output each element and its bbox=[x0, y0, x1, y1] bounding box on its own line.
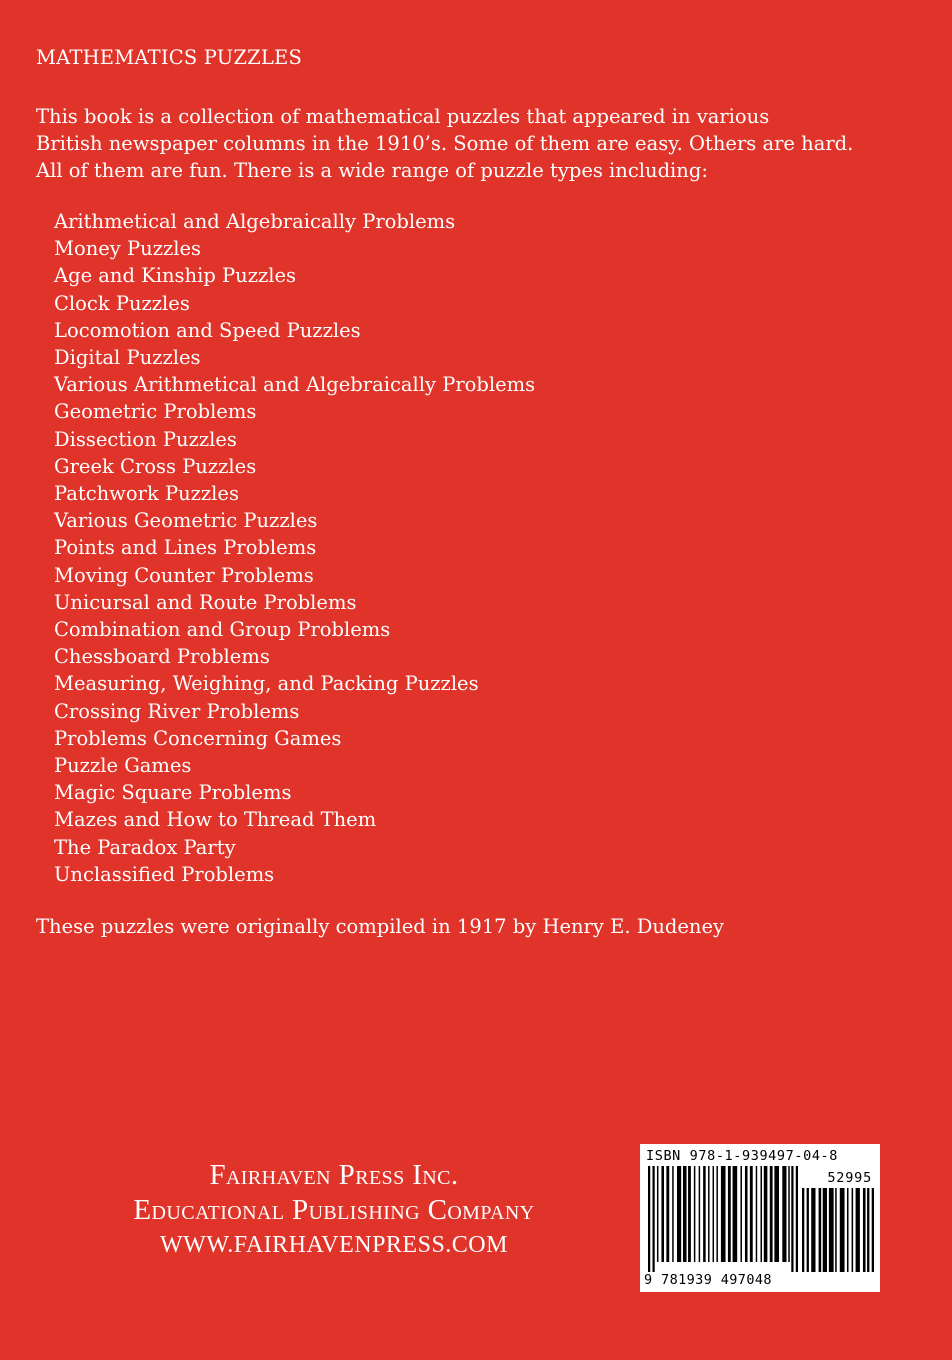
list-item: Magic Square Problems bbox=[54, 781, 292, 805]
list-item: Greek Cross Puzzles bbox=[54, 454, 257, 478]
list-item: Crossing River Problems bbox=[54, 699, 300, 723]
barcode-bar bbox=[688, 1166, 691, 1262]
intro-line: This book is a collection of mathematical puzzles that appeared in various bbox=[36, 105, 770, 128]
list-item: Age and Kinship Puzzles bbox=[54, 264, 297, 288]
list-item: Puzzle Games bbox=[54, 754, 192, 778]
barcode-bar bbox=[847, 1188, 849, 1272]
list-item: Various Arithmetical and Algebraically Problems bbox=[54, 373, 536, 397]
intro-line: British newspaper columns in the 1910’s. Some of them are easy. Others are hard. bbox=[36, 132, 854, 155]
barcode-bar bbox=[713, 1166, 714, 1262]
isbn-number: ISBN 978-1-939497-04-8 bbox=[646, 1148, 839, 1164]
list-item: Points and Lines Problems bbox=[54, 536, 317, 560]
list-item: Chessboard Problems bbox=[54, 645, 270, 669]
list-item: Money Puzzles bbox=[54, 237, 202, 261]
list-item: The Paradox Party bbox=[54, 835, 236, 859]
barcode-bar bbox=[811, 1188, 815, 1272]
list-item: Moving Counter Problems bbox=[54, 563, 314, 587]
barcode-bar bbox=[823, 1188, 827, 1272]
barcode-bar bbox=[782, 1166, 786, 1262]
barcode-bar bbox=[802, 1188, 804, 1272]
barcode-bar bbox=[840, 1188, 845, 1272]
barcode-bar bbox=[788, 1166, 789, 1262]
compiler-credit: These puzzles were originally compiled in 1917 by Henry E. Dudeney bbox=[36, 915, 725, 938]
list-item: Geometric Problems bbox=[54, 400, 257, 424]
barcode-bar bbox=[835, 1188, 837, 1272]
barcode-bar bbox=[761, 1166, 762, 1262]
back-cover-title: MATHEMATICS PUZZLES bbox=[36, 46, 303, 69]
barcode-bar bbox=[694, 1166, 695, 1262]
list-item: Combination and Group Problems bbox=[54, 618, 391, 642]
list-item: Problems Concerning Games bbox=[54, 726, 342, 750]
barcode-bar bbox=[672, 1166, 673, 1262]
list-item: Mazes and How to Thread Them bbox=[54, 808, 377, 832]
barcode-bar bbox=[657, 1166, 658, 1262]
barcode-bar bbox=[852, 1188, 854, 1272]
list-item: Locomotion and Speed Puzzles bbox=[54, 318, 361, 342]
barcode-bar bbox=[699, 1166, 700, 1262]
barcode-bar bbox=[745, 1166, 748, 1262]
ean-digits: 9 781939 497048 bbox=[644, 1272, 772, 1288]
barcode-bar bbox=[721, 1166, 726, 1262]
list-item: Dissection Puzzles bbox=[54, 427, 237, 451]
publisher-url: WWW.FAIRHAVENPRESS.COM bbox=[160, 1232, 508, 1258]
barcode-bar bbox=[867, 1188, 869, 1272]
list-item: Clock Puzzles bbox=[54, 291, 190, 315]
barcode-bar bbox=[756, 1166, 757, 1262]
barcode-bar bbox=[863, 1188, 866, 1272]
barcode-bar bbox=[648, 1166, 650, 1272]
barcode-bar bbox=[716, 1166, 717, 1262]
barcode-bar bbox=[652, 1166, 654, 1272]
barcode-bar bbox=[677, 1166, 681, 1262]
list-item: Measuring, Weighing, and Packing Puzzles bbox=[54, 672, 479, 696]
barcode-bar bbox=[819, 1188, 822, 1272]
list-item: Unicursal and Route Problems bbox=[54, 590, 357, 614]
barcode-bar bbox=[774, 1166, 779, 1262]
barcode-bar bbox=[856, 1188, 860, 1272]
list-item: Arithmetical and Algebraically Problems bbox=[54, 210, 456, 233]
list-item: Digital Puzzles bbox=[54, 346, 201, 370]
barcode-bar bbox=[770, 1166, 773, 1262]
barcode-bar bbox=[728, 1166, 731, 1262]
barcode-bar bbox=[750, 1166, 753, 1262]
barcode-bar bbox=[796, 1166, 798, 1272]
publisher-tagline: Educational Publishing Company bbox=[133, 1194, 535, 1226]
list-item: Various Geometric Puzzles bbox=[54, 509, 318, 533]
barcode-bar bbox=[666, 1166, 669, 1262]
barcode-bar bbox=[703, 1166, 706, 1262]
ean-barcode-bars bbox=[648, 1166, 798, 1272]
barcode-bar bbox=[764, 1166, 768, 1262]
barcode-bar bbox=[740, 1166, 741, 1262]
list-item: Unclassified Problems bbox=[54, 862, 275, 886]
barcode-bar bbox=[807, 1188, 809, 1272]
isbn-barcode bbox=[640, 1144, 880, 1292]
barcode-bar bbox=[661, 1166, 664, 1262]
barcode-bar bbox=[829, 1188, 834, 1272]
list-item: Patchwork Puzzles bbox=[54, 482, 239, 506]
barcode-bar bbox=[683, 1166, 687, 1262]
puzzle-type-list bbox=[54, 208, 535, 888]
barcode-bar bbox=[733, 1166, 738, 1262]
publisher-name: Fairhaven Press Inc. bbox=[209, 1159, 459, 1191]
barcode-bar bbox=[872, 1188, 874, 1272]
price-code: 52995 bbox=[827, 1170, 872, 1186]
barcode-bar bbox=[708, 1166, 709, 1262]
intro-line: All of them are fun. There is a wide range of puzzle types including: bbox=[36, 159, 708, 182]
intro-paragraph bbox=[36, 103, 916, 184]
publisher-block bbox=[60, 1158, 608, 1263]
barcode-bar bbox=[791, 1166, 793, 1272]
price-barcode-bars bbox=[802, 1188, 874, 1272]
